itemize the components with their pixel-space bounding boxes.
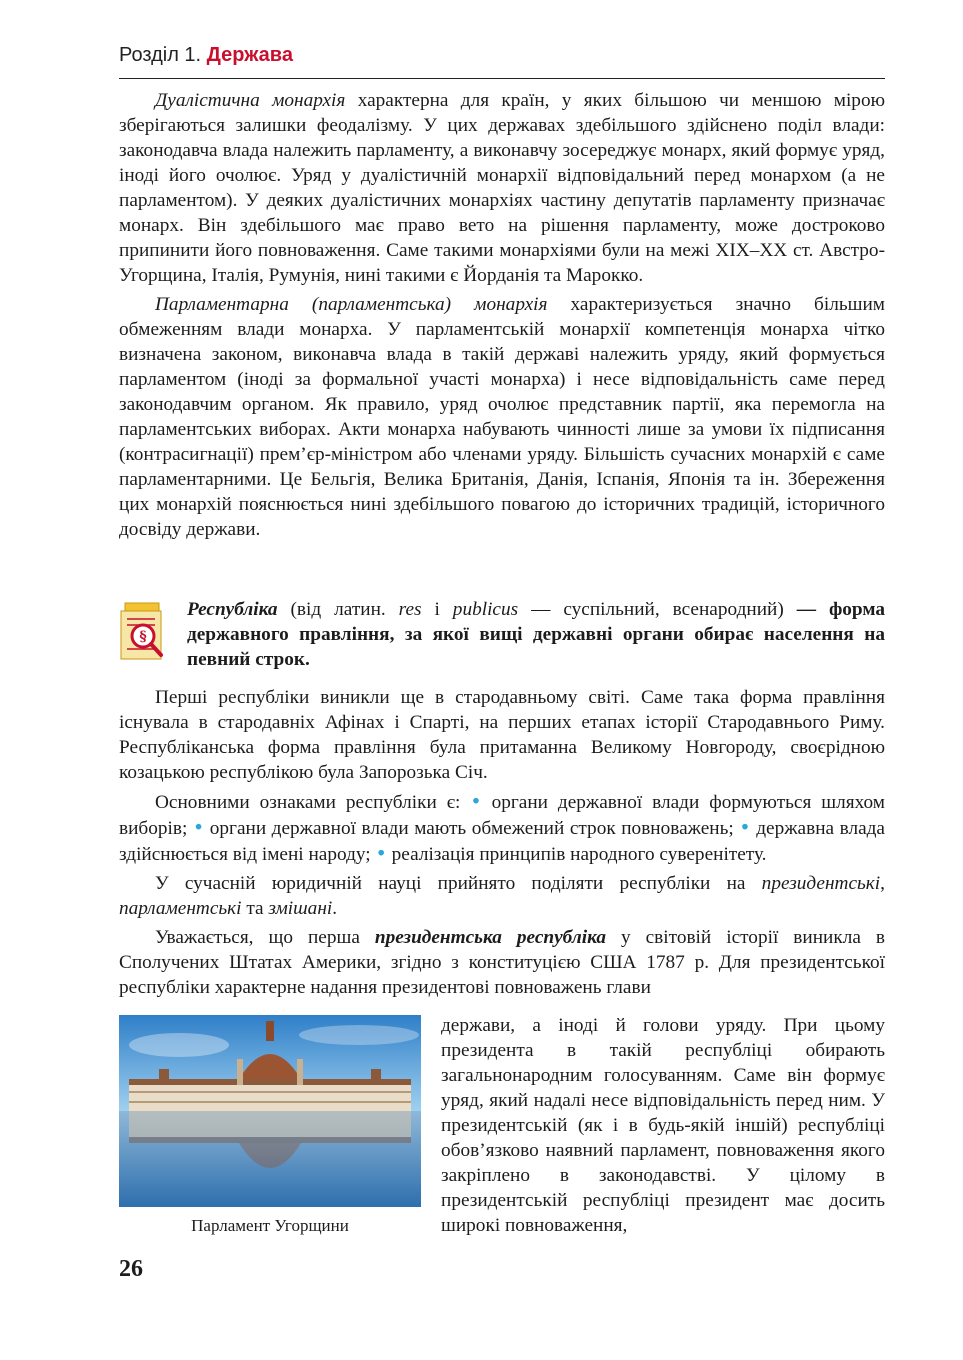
law-document-icon — [119, 601, 175, 661]
definition-etymology: (від латин. — [277, 599, 399, 620]
svg-text:§: § — [139, 629, 147, 645]
feature-item: реалізація принципів народного суверенітету. — [386, 844, 767, 865]
type-presidential: президентські — [761, 873, 881, 894]
paragraph-text: у світовій історії виникла в Сполучених Штатах Америки, згідно з конституцією США 1787 р. Для президентської республіки характерне надання президентові повноважень глави — [119, 927, 885, 998]
section-label: Розділ 1. — [119, 44, 202, 66]
body-text-side — [441, 1013, 885, 1238]
body-text-middle — [119, 685, 885, 1004]
term-presidential-republic: президентська республіка — [374, 927, 607, 948]
paragraph-presidential — [119, 925, 885, 1000]
paragraph-types — [119, 871, 885, 921]
paragraph-text: характеризується значно більшим обмеженням влади монарха. У парламентській монархії компетенція монарха чітко визначена законом, виконавча влада в такій державі належить уряду, який формується парламентом (іноді за формальної участі монарха) і несе відповідальність саме перед законодавчим органом. Як правило, уряд очолює представник партії, яка перемогла на парламентських виборах. Акти монарха набувають чинності лише за умови їх підписання (контрасигнації) прем’єр-міністром або членами уряду. Більшість сучасних монархій є саме парламентарними. Це Бельгія, Велика Британія, Данія, Іспанія, Японія та ін. Збереження цих монархій пояснюється нині здебільшого повагою до історичних традицій, історичного досвіду держави. — [119, 294, 885, 540]
page-number: 26 — [119, 1256, 143, 1282]
bullet-icon: • — [375, 842, 387, 865]
latin-word: res — [398, 599, 422, 620]
type-mixed: змішані — [268, 898, 333, 919]
definition-text — [187, 597, 885, 672]
definition-conjunction: і — [421, 599, 453, 620]
bullet-icon: • — [739, 816, 751, 839]
bullet-icon: • — [470, 790, 482, 813]
parliament-photo — [119, 1015, 421, 1207]
page-header — [119, 44, 885, 79]
separator: та — [241, 898, 269, 919]
paragraph-features — [119, 789, 885, 867]
period: . — [332, 898, 338, 919]
paragraph-parliamentary — [119, 292, 885, 542]
latin-word: publicus — [452, 599, 519, 620]
features-intro: Основними ознаками республіки є: — [155, 792, 471, 813]
separator: , — [880, 873, 885, 894]
body-text-top — [119, 88, 885, 546]
feature-item: органи державної влади формуються шляхом виборів; — [119, 792, 885, 839]
definition-box — [119, 597, 885, 669]
section-title: Держава — [206, 44, 293, 66]
bullet-icon: • — [192, 816, 205, 839]
paragraph-text: Уважається, що перша — [155, 927, 375, 948]
photo-caption: Парламент Угорщини — [191, 1216, 349, 1235]
term-dualistic: Дуалістична монархія — [155, 90, 346, 111]
term-republic: Республіка — [187, 599, 278, 620]
feature-item: державна влада здійснюється від імені народу; — [119, 818, 885, 865]
type-parliamentary: парламентські — [119, 898, 242, 919]
paragraph-dualistic — [119, 88, 885, 288]
term-parliamentary: Парламентарна (парламентська) монархія — [155, 294, 548, 315]
types-intro: У сучасній юридичній науці прийнято поділяти республіки на — [155, 873, 762, 894]
definition-statement: — форма державного правління, за якої вищі державні органи обирає населення на певний строк. — [187, 599, 886, 670]
paragraph-text: характерна для країн, у яких більшою чи меншою мірою зберігаються залишки феодалізму. У цих державах здебільшого здійснено поділ влади: законодавча влада належить парламенту, а виконавчу зосереджує монарх, який формує уряд, іноді його очолює. Уряд у дуалістичній монархії відповідальний перед монархом (а не парламентом). У деяких дуалістичних монархіях частину депутатів парламенту призначає монарх. Він здебільшого має право вето на рішення парламенту, може достроково припинити його повноваження. Саме такими монархіями були на межі XIX–XX ст. Австро-Угорщина, Італія, Румунія, нині такими є Йорданія та Марокко. — [119, 90, 885, 286]
paragraph-history: Перші республіки виникли ще в стародавньому світі. Саме така форма правління існувала в стародавніх Афінах і Спарті, на перших етапах історії Стародавнього Риму. Республіканська форма правління була притаманна Великому Новгороду, своєрідною козацькою республікою була Запорозька Січ. — [119, 687, 885, 783]
definition-translation: — суспільний, всенародний) — [518, 599, 797, 620]
feature-item: органи державної влади мають обмежений строк повноважень; — [204, 818, 740, 839]
paragraph-presidential-continued: держави, а іноді й голови уряду. При цьому президента в такій республіці обирають загальнонародним голосуванням. Саме він формує уряд, який надалі несе відповідальність перед ним. У президентській (як і в будь-якій іншій) республіці обов’язково наявний парламент, повноваження якого закріплено в законодавстві. У цілому в президентській республіці президент має досить широкі повноваження, — [441, 1015, 885, 1236]
